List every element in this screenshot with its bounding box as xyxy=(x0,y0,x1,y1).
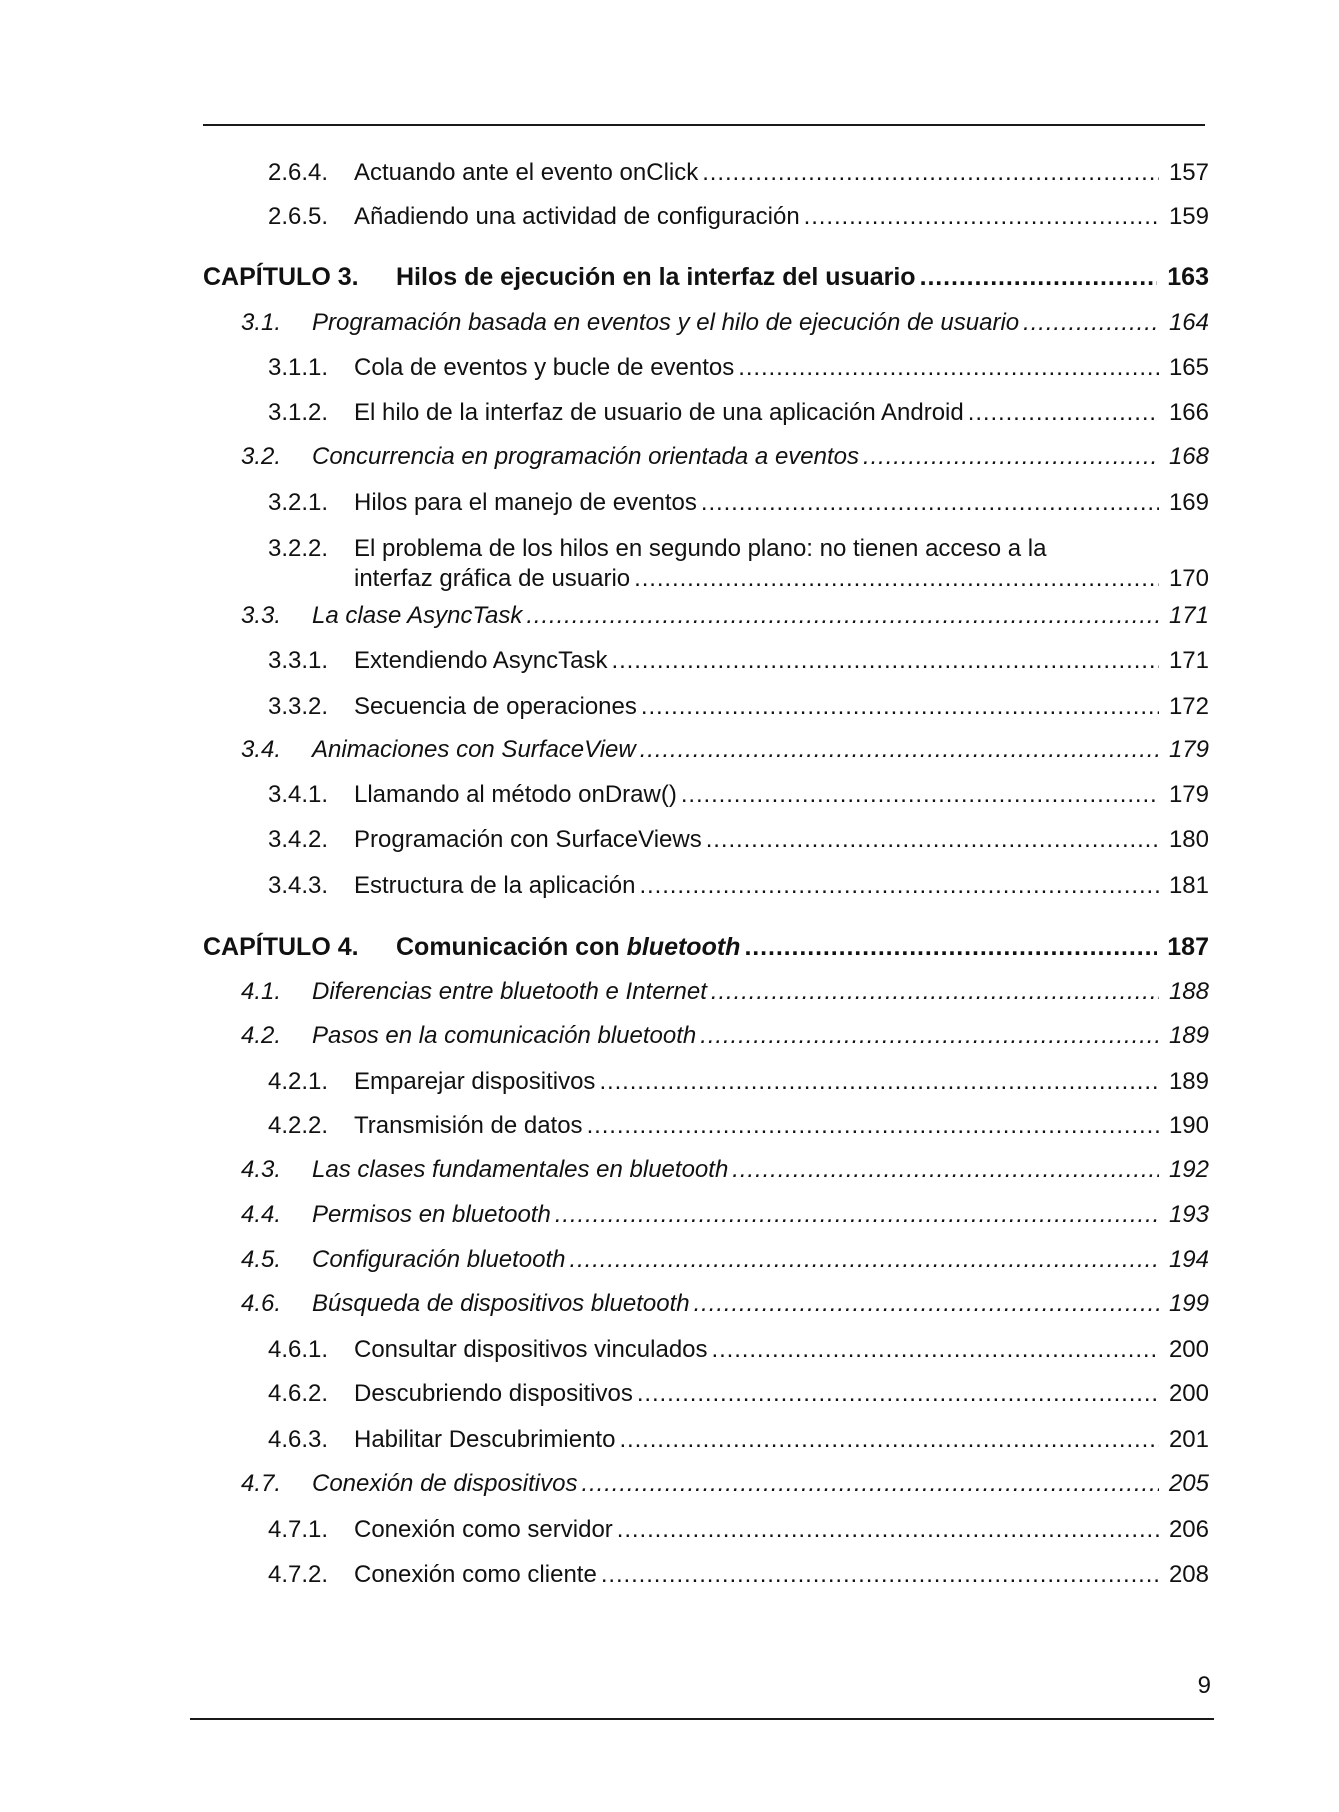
toc-entry-page: 208 xyxy=(1165,1560,1209,1590)
toc-entry-title-wrap xyxy=(354,488,1163,518)
toc-entry-title xyxy=(354,1067,595,1097)
toc-entry-title xyxy=(312,1155,728,1185)
toc-entry-number: 3.1.2. xyxy=(268,399,329,426)
toc-entry-title xyxy=(354,1379,633,1409)
toc-entry-title xyxy=(312,1469,578,1499)
toc-entry-title-text: Permisos en bluetooth xyxy=(312,1201,551,1228)
toc-entry-number: 2.6.4. xyxy=(268,159,329,186)
toc-entry-page: 189 xyxy=(1165,1067,1209,1097)
toc-entry-title-text: Pasos en la comunicación bluetooth xyxy=(312,1022,697,1049)
toc-entry-number: CAPÍTULO 3. xyxy=(203,263,359,291)
toc-entry-title xyxy=(396,932,740,962)
toc-dot-leader xyxy=(702,158,1159,188)
toc-entry-title-wrap xyxy=(312,442,1163,472)
toc-entry-number: 3.4. xyxy=(241,736,282,763)
toc-section-entry[interactable] xyxy=(0,308,1339,338)
toc-entry-number: 4.2. xyxy=(241,1022,282,1049)
toc-entry-page: 180 xyxy=(1165,825,1209,855)
toc-entry-number: 4.1. xyxy=(241,978,282,1005)
toc-dot-leader xyxy=(634,564,1159,594)
toc-entry-page: 181 xyxy=(1165,871,1209,901)
toc-entry-title xyxy=(354,646,608,676)
toc-entry-title xyxy=(354,158,698,188)
toc-entry-number: 4.6.1. xyxy=(268,1336,329,1363)
toc-entry-title-text: Comunicación con xyxy=(396,933,620,961)
toc-entry-title-text: Añadiendo una actividad de configuración xyxy=(354,203,800,230)
toc-subsection-entry[interactable] xyxy=(0,534,1339,594)
toc-entry-number: 3.3.2. xyxy=(268,693,329,720)
toc-entry-title xyxy=(312,442,859,472)
toc-entry-number: 3.1. xyxy=(241,309,282,336)
toc-entry-title-wrap xyxy=(354,1111,1163,1141)
toc-chapter-entry[interactable] xyxy=(0,932,1339,962)
toc-entry-title-wrap xyxy=(312,308,1163,338)
toc-entry-title-text: Búsqueda de dispositivos bluetooth xyxy=(312,1290,690,1317)
toc-subsection-entry[interactable] xyxy=(0,1067,1339,1097)
toc-entry-page: 171 xyxy=(1165,646,1209,676)
toc-entry-title-wrap xyxy=(354,1425,1163,1455)
toc-dot-leader xyxy=(599,1067,1159,1097)
toc-subsection-entry[interactable] xyxy=(0,871,1339,901)
toc-entry-title-wrap xyxy=(354,202,1163,232)
toc-entry-number: 4.6. xyxy=(241,1290,282,1317)
toc-entry-title xyxy=(396,262,916,292)
toc-entry-title-wrap xyxy=(312,977,1163,1007)
toc-section-entry[interactable] xyxy=(0,1021,1339,1051)
toc-entry-page: 194 xyxy=(1165,1245,1209,1275)
toc-entry-page: 179 xyxy=(1165,735,1209,765)
toc-subsection-entry[interactable] xyxy=(0,825,1339,855)
toc-entry-page: 200 xyxy=(1165,1335,1209,1365)
toc-dot-leader xyxy=(738,353,1159,383)
toc-entry-title-text: Las clases fundamentales en bluetooth xyxy=(312,1156,729,1183)
toc-entry-title-text: Programación con SurfaceViews xyxy=(354,826,702,853)
toc-dot-leader xyxy=(570,1245,1159,1275)
toc-entry-number: 3.3.1. xyxy=(268,647,329,674)
toc-entry-title-text: Configuración bluetooth xyxy=(312,1246,566,1273)
toc-subsection-entry[interactable] xyxy=(0,1111,1339,1141)
toc-entry-title-line1: El problema de los hilos en segundo plano: no tienen acceso a la xyxy=(354,535,1047,562)
toc-entry-title xyxy=(312,1200,551,1230)
toc-dot-leader xyxy=(619,1425,1159,1455)
toc-section-entry[interactable] xyxy=(0,977,1339,1007)
toc-entry-title-wrap xyxy=(354,1515,1163,1545)
toc-subsection-entry[interactable] xyxy=(0,1515,1339,1545)
toc-section-entry[interactable] xyxy=(0,601,1339,631)
toc-entry-title-wrap xyxy=(354,353,1163,383)
toc-entry-title-text: Habilitar Descubrimiento xyxy=(354,1426,616,1453)
toc-dot-leader xyxy=(701,488,1159,518)
toc-entry-number: 3.4.2. xyxy=(268,826,329,853)
toc-entry-title-wrap xyxy=(396,932,1161,962)
toc-entry-title-text: Concurrencia en programación orientada a eventos xyxy=(312,443,859,470)
toc-dot-leader xyxy=(637,1379,1159,1409)
toc-subsection-entry[interactable] xyxy=(0,398,1339,428)
toc-entry-title xyxy=(354,1560,597,1590)
toc-entry-title-wrap xyxy=(354,646,1163,676)
toc-entry-number: 4.5. xyxy=(241,1246,282,1273)
toc-entry-title xyxy=(354,1111,583,1141)
toc-entry-number: 3.2.1. xyxy=(268,489,329,516)
toc-entry-title xyxy=(312,735,636,765)
toc-section-entry[interactable] xyxy=(0,1289,1339,1319)
toc-section-entry[interactable] xyxy=(0,1469,1339,1499)
toc-entry-number: 3.2.2. xyxy=(268,535,329,562)
toc-entry-page: 190 xyxy=(1165,1111,1209,1141)
toc-entry-number: 3.1.1. xyxy=(268,354,329,381)
toc-subsection-entry[interactable] xyxy=(0,488,1339,518)
toc-dot-leader xyxy=(639,871,1159,901)
toc-entry-number: 4.7.2. xyxy=(268,1561,329,1588)
toc-entry-page: 200 xyxy=(1165,1379,1209,1409)
toc-entry-title-text: Transmisión de datos xyxy=(354,1112,583,1139)
toc-entry-title-italic: bluetooth xyxy=(626,933,741,961)
toc-entry-title-wrap xyxy=(312,601,1163,631)
toc-entry-page: 171 xyxy=(1165,601,1209,631)
toc-entry-title-wrap xyxy=(312,1289,1163,1319)
toc-dot-leader xyxy=(920,262,1157,292)
toc-entry-title-wrap xyxy=(354,564,1163,594)
toc-entry-title-text: Conexión como cliente xyxy=(354,1561,597,1588)
toc-section-entry[interactable] xyxy=(0,1155,1339,1185)
toc-dot-leader xyxy=(744,932,1157,962)
toc-dot-leader xyxy=(968,398,1159,428)
toc-entry-title xyxy=(354,353,734,383)
toc-entry-title-wrap xyxy=(354,1379,1163,1409)
toc-subsection-entry[interactable] xyxy=(0,1425,1339,1455)
toc-subsection-entry[interactable] xyxy=(0,353,1339,383)
toc-entry-page: 206 xyxy=(1165,1515,1209,1545)
toc-entry-title-text: Hilos para el manejo de eventos xyxy=(354,489,697,516)
toc-entry-page: 192 xyxy=(1165,1155,1209,1185)
toc-entry-title-wrap xyxy=(312,1021,1163,1051)
toc-entry-page: 179 xyxy=(1165,780,1209,810)
toc-dot-leader xyxy=(732,1155,1159,1185)
toc-entry-title-text: Hilos de ejecución en la interfaz del usuario xyxy=(396,263,916,291)
toc-entry-title xyxy=(312,601,522,631)
toc-entry-number: 3.3. xyxy=(241,602,282,629)
toc-subsection-entry[interactable] xyxy=(0,1335,1339,1365)
toc-entry-title-wrap xyxy=(354,780,1163,810)
toc-entry-title-text: Secuencia de operaciones xyxy=(354,693,637,720)
toc-entry-title xyxy=(312,308,1019,338)
toc-dot-leader xyxy=(863,442,1159,472)
toc-entry-title xyxy=(312,1245,566,1275)
toc-dot-leader xyxy=(526,601,1159,631)
toc-entry-page: 201 xyxy=(1165,1425,1209,1455)
toc-subsection-entry[interactable] xyxy=(0,202,1339,232)
toc-dot-leader xyxy=(706,825,1159,855)
toc-entry-page: 188 xyxy=(1165,977,1209,1007)
toc-dot-leader xyxy=(640,735,1159,765)
toc-entry-page: 187 xyxy=(1163,932,1209,962)
toc-entry-title-text: La clase AsyncTask xyxy=(312,602,523,629)
toc-subsection-entry[interactable] xyxy=(0,1379,1339,1409)
toc-chapter-entry[interactable] xyxy=(0,262,1339,292)
toc-entry-title-text: Descubriendo dispositivos xyxy=(354,1380,633,1407)
toc-dot-leader xyxy=(587,1111,1159,1141)
toc-dot-leader xyxy=(712,1335,1159,1365)
toc-entry-title-wrap xyxy=(312,1200,1163,1230)
toc-entry-title-text: Estructura de la aplicación xyxy=(354,872,636,899)
toc-section-entry[interactable] xyxy=(0,735,1339,765)
toc-entry-page: 169 xyxy=(1165,488,1209,518)
toc-dot-leader xyxy=(582,1469,1160,1499)
toc-dot-leader xyxy=(804,202,1159,232)
toc-entry-title-wrap xyxy=(312,1155,1163,1185)
toc-dot-leader xyxy=(1023,308,1159,338)
toc-subsection-entry[interactable] xyxy=(0,780,1339,810)
toc-entry-title-text: Cola de eventos y bucle de eventos xyxy=(354,354,735,381)
toc-entry-title-text: Emparejar dispositivos xyxy=(354,1068,596,1095)
toc-entry-number: 4.2.2. xyxy=(268,1112,329,1139)
toc-entry-title xyxy=(312,1289,690,1319)
toc-section-entry[interactable] xyxy=(0,1245,1339,1275)
toc-entry-page: 170 xyxy=(1165,564,1209,594)
toc-entry-title xyxy=(354,1335,708,1365)
toc-entry-title xyxy=(354,564,630,594)
toc-dot-leader xyxy=(700,1021,1159,1051)
toc-entry-number: 4.2.1. xyxy=(268,1068,329,1095)
toc-dot-leader xyxy=(681,780,1159,810)
toc-entry-title-text: Programación basada en eventos y el hilo de ejecución de usuario xyxy=(312,309,1020,336)
toc-entry-number: 3.4.1. xyxy=(268,781,329,808)
toc-entry-number: 3.4.3. xyxy=(268,872,329,899)
toc-section-entry[interactable] xyxy=(0,442,1339,472)
toc-entry-title-text: Extendiendo AsyncTask xyxy=(354,647,608,674)
toc-subsection-entry[interactable] xyxy=(0,692,1339,722)
toc-entry-page: 199 xyxy=(1165,1289,1209,1319)
toc-entry-page: 168 xyxy=(1165,442,1209,472)
toc-entry-title xyxy=(312,977,707,1007)
toc-entry-page: 164 xyxy=(1165,308,1209,338)
toc-entry-title-wrap xyxy=(354,692,1163,722)
toc-entry-number: 4.6.2. xyxy=(268,1380,329,1407)
toc-entry-page: 159 xyxy=(1165,202,1209,232)
toc-entry-page: 189 xyxy=(1165,1021,1209,1051)
toc-entry-number: 2.6.5. xyxy=(268,203,329,230)
toc-entry-number: 4.7.1. xyxy=(268,1516,329,1543)
toc-entry-title-text: Conexión como servidor xyxy=(354,1516,613,1543)
toc-dot-leader xyxy=(617,1515,1159,1545)
toc-entry-number: 4.4. xyxy=(241,1201,282,1228)
toc-entry-number: CAPÍTULO 4. xyxy=(203,933,359,961)
page-number: 9 xyxy=(1197,1672,1211,1699)
toc-entry-page: 172 xyxy=(1165,692,1209,722)
toc-entry-number: 4.7. xyxy=(241,1470,282,1497)
toc-entry-title-text: Llamando al método onDraw() xyxy=(354,781,677,808)
toc-entry-title-text: Actuando ante el evento onClick xyxy=(354,159,699,186)
toc-entry-number: 3.2. xyxy=(241,443,282,470)
toc-dot-leader xyxy=(711,977,1159,1007)
toc-entry-title-text: interfaz gráfica de usuario xyxy=(354,565,631,592)
toc-entry-title-text: Animaciones con SurfaceView xyxy=(312,736,636,763)
toc-subsection-entry[interactable] xyxy=(0,646,1339,676)
toc-entry-page: 205 xyxy=(1165,1469,1209,1499)
toc-entry-title-wrap xyxy=(312,1469,1163,1499)
toc-subsection-entry[interactable] xyxy=(0,1560,1339,1590)
toc-entry-title-text: Consultar dispositivos vinculados xyxy=(354,1336,708,1363)
toc-dot-leader xyxy=(641,692,1159,722)
toc-entry-title-wrap xyxy=(354,871,1163,901)
toc-entry-page: 193 xyxy=(1165,1200,1209,1230)
toc-entry-title-wrap xyxy=(354,1560,1163,1590)
toc-entry-title xyxy=(354,780,677,810)
toc-entry-title xyxy=(354,825,702,855)
toc-entry-number: 4.3. xyxy=(241,1156,282,1183)
toc-entry-title-wrap xyxy=(312,735,1163,765)
toc-subsection-entry[interactable] xyxy=(0,158,1339,188)
toc-entry-page: 163 xyxy=(1163,262,1209,292)
toc-entry-title xyxy=(354,871,635,901)
toc-dot-leader xyxy=(555,1200,1159,1230)
toc-entry-title xyxy=(354,1425,615,1455)
toc-entry-title-text: Diferencias entre bluetooth e Internet xyxy=(312,978,707,1005)
toc-entry-title-wrap xyxy=(396,262,1161,292)
toc-entry-title xyxy=(354,488,697,518)
toc-entry-title-wrap xyxy=(354,1067,1163,1097)
toc-dot-leader xyxy=(694,1289,1159,1319)
toc-entry-number: 4.6.3. xyxy=(268,1426,329,1453)
toc-entry-page: 165 xyxy=(1165,353,1209,383)
toc-dot-leader xyxy=(601,1560,1159,1590)
toc-entry-page: 166 xyxy=(1165,398,1209,428)
toc-entry-title-wrap xyxy=(354,825,1163,855)
toc-entry-title-wrap xyxy=(354,158,1163,188)
toc-entry-title xyxy=(354,202,800,232)
toc-entry-page: 157 xyxy=(1165,158,1209,188)
toc-entry-title xyxy=(312,1021,696,1051)
toc-entry-title-text: El hilo de la interfaz de usuario de una aplicación Android xyxy=(354,399,964,426)
toc-entry-title-wrap xyxy=(312,1245,1163,1275)
toc-entry-title xyxy=(354,1515,613,1545)
toc-entry-title-wrap xyxy=(354,1335,1163,1365)
header-rule xyxy=(203,124,1205,126)
toc-entry-title-wrap xyxy=(354,398,1163,428)
toc-section-entry[interactable] xyxy=(0,1200,1339,1230)
footer-rule xyxy=(190,1718,1214,1720)
toc-entry-title xyxy=(354,398,964,428)
toc-dot-leader xyxy=(612,646,1160,676)
toc-entry-title-text: Conexión de dispositivos xyxy=(312,1470,578,1497)
toc-entry-title xyxy=(354,692,637,722)
